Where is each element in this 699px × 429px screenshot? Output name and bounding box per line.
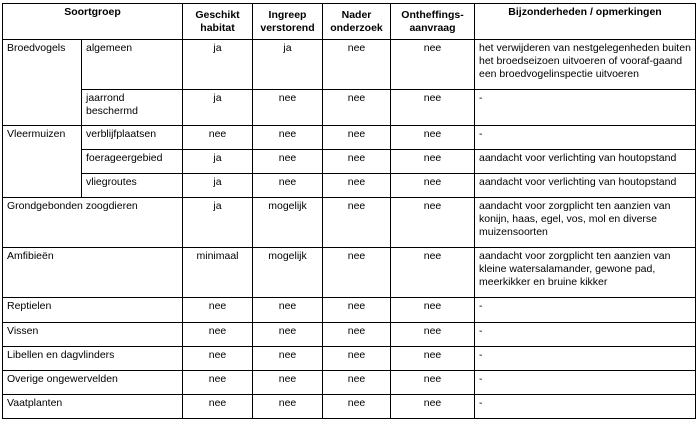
species-assessment-table bbox=[2, 3, 696, 419]
cell-ingreep: nee bbox=[253, 90, 323, 126]
sub-algemeen: algemeen bbox=[82, 40, 183, 90]
cell-opmerking: aandacht voor zorgplicht ten aanzien van konijn, haas, egel, vos, mol en diverse muizensoorten bbox=[475, 198, 696, 248]
cell-ontheffing: nee bbox=[391, 395, 475, 419]
sub-vliegroutes: vliegroutes bbox=[82, 174, 183, 198]
cell-nader: nee bbox=[323, 248, 391, 298]
cell-ingreep: nee bbox=[253, 150, 323, 174]
table-row bbox=[3, 126, 696, 150]
cell-ontheffing: nee bbox=[391, 90, 475, 126]
cell-ontheffing: nee bbox=[391, 174, 475, 198]
cell-ingreep: nee bbox=[253, 371, 323, 395]
table-row bbox=[3, 90, 696, 126]
cell-opmerking: - bbox=[475, 126, 696, 150]
group-overige-ongewervelden: Overige ongewervelden bbox=[3, 371, 183, 395]
cell-opmerking: - bbox=[475, 323, 696, 347]
cell-nader: nee bbox=[323, 323, 391, 347]
header-geschikt-habitat bbox=[183, 4, 253, 40]
cell-habitat: nee bbox=[183, 126, 253, 150]
cell-ingreep: mogelijk bbox=[253, 248, 323, 298]
cell-habitat: ja bbox=[183, 198, 253, 248]
table-row bbox=[3, 347, 696, 371]
group-vaatplanten: Vaatplanten bbox=[3, 395, 183, 419]
cell-ontheffing: nee bbox=[391, 126, 475, 150]
sub-foerageergebied: foerageergebied bbox=[82, 150, 183, 174]
group-libellen-dagvlinders: Libellen en dagvlinders bbox=[3, 347, 183, 371]
cell-ontheffing: nee bbox=[391, 298, 475, 323]
cell-opmerking: - bbox=[475, 395, 696, 419]
cell-nader: nee bbox=[323, 298, 391, 323]
cell-habitat: ja bbox=[183, 90, 253, 126]
cell-nader: nee bbox=[323, 371, 391, 395]
cell-ingreep: nee bbox=[253, 298, 323, 323]
cell-nader: nee bbox=[323, 126, 391, 150]
header-ingreep-line2: verstorend bbox=[260, 21, 315, 34]
group-reptielen: Reptielen bbox=[3, 298, 183, 323]
header-ontheffing-line1: Ontheffings- bbox=[401, 8, 464, 21]
cell-habitat: nee bbox=[183, 347, 253, 371]
cell-ontheffing: nee bbox=[391, 371, 475, 395]
header-geschikt-line1: Geschikt bbox=[195, 8, 240, 21]
header-geschikt-line2: habitat bbox=[200, 21, 235, 34]
cell-habitat: nee bbox=[183, 323, 253, 347]
header-nader-line2: onderzoek bbox=[330, 21, 383, 34]
cell-habitat: minimaal bbox=[183, 248, 253, 298]
cell-ingreep: mogelijk bbox=[253, 198, 323, 248]
cell-nader: nee bbox=[323, 174, 391, 198]
group-vleermuizen: Vleermuizen bbox=[3, 126, 82, 198]
cell-ontheffing: nee bbox=[391, 198, 475, 248]
cell-ingreep: nee bbox=[253, 347, 323, 371]
header-nader-line1: Nader bbox=[341, 8, 372, 21]
table-row bbox=[3, 40, 696, 90]
cell-opmerking: - bbox=[475, 298, 696, 323]
group-broedvogels: Broedvogels bbox=[3, 40, 82, 126]
sub-verblijfplaatsen: verblijfplaatsen bbox=[82, 126, 183, 150]
cell-habitat: ja bbox=[183, 174, 253, 198]
cell-habitat: nee bbox=[183, 298, 253, 323]
cell-opmerking: - bbox=[475, 90, 696, 126]
table-row bbox=[3, 248, 696, 298]
cell-habitat: ja bbox=[183, 150, 253, 174]
header-ontheffing-line2: aanvraag bbox=[409, 21, 456, 34]
header-bijzonderheden: Bijzonderheden / opmerkingen bbox=[475, 4, 696, 40]
table-row bbox=[3, 198, 696, 248]
group-amfibieen: Amfibieën bbox=[3, 248, 183, 298]
cell-opmerking: aandacht voor verlichting van houtopstand bbox=[475, 150, 696, 174]
cell-ontheffing: nee bbox=[391, 323, 475, 347]
table-row bbox=[3, 298, 696, 323]
cell-nader: nee bbox=[323, 40, 391, 90]
group-grondgebonden-zoogdieren: Grondgebonden zoogdieren bbox=[3, 198, 183, 248]
header-ontheffingsaanvraag bbox=[391, 4, 475, 40]
sub-jaarrond-beschermd: jaarrond beschermd bbox=[82, 90, 183, 126]
header-ingreep-line1: Ingreep bbox=[268, 8, 307, 21]
cell-ingreep: nee bbox=[253, 174, 323, 198]
header-soortgroep: Soortgroep bbox=[3, 4, 183, 40]
header-nader-onderzoek bbox=[323, 4, 391, 40]
table-row bbox=[3, 323, 696, 347]
cell-nader: nee bbox=[323, 198, 391, 248]
table-row bbox=[3, 150, 696, 174]
cell-opmerking: het verwijderen van nestgelegenheden buiten het broedseizoen uitvoeren of vooraf-gaand een broedvogelinspectie uitvoeren bbox=[475, 40, 696, 90]
cell-ontheffing: nee bbox=[391, 150, 475, 174]
cell-habitat: nee bbox=[183, 395, 253, 419]
cell-ingreep: ja bbox=[253, 40, 323, 90]
group-vissen: Vissen bbox=[3, 323, 183, 347]
cell-opmerking: - bbox=[475, 347, 696, 371]
cell-opmerking: aandacht voor zorgplicht ten aanzien van kleine watersalamander, gewone pad, meerkikker en bruine kikker bbox=[475, 248, 696, 298]
cell-ingreep: nee bbox=[253, 323, 323, 347]
cell-habitat: ja bbox=[183, 40, 253, 90]
table-row bbox=[3, 174, 696, 198]
cell-ingreep: nee bbox=[253, 395, 323, 419]
cell-opmerking: - bbox=[475, 371, 696, 395]
cell-ontheffing: nee bbox=[391, 347, 475, 371]
header-ingreep-verstorend bbox=[253, 4, 323, 40]
cell-nader: nee bbox=[323, 347, 391, 371]
cell-nader: nee bbox=[323, 90, 391, 126]
cell-opmerking: aandacht voor verlichting van houtopstand bbox=[475, 174, 696, 198]
cell-nader: nee bbox=[323, 150, 391, 174]
cell-nader: nee bbox=[323, 395, 391, 419]
cell-habitat: nee bbox=[183, 371, 253, 395]
cell-ontheffing: nee bbox=[391, 40, 475, 90]
cell-ingreep: nee bbox=[253, 126, 323, 150]
table-row bbox=[3, 371, 696, 395]
table-row bbox=[3, 395, 696, 419]
header-row bbox=[3, 4, 696, 40]
cell-ontheffing: nee bbox=[391, 248, 475, 298]
